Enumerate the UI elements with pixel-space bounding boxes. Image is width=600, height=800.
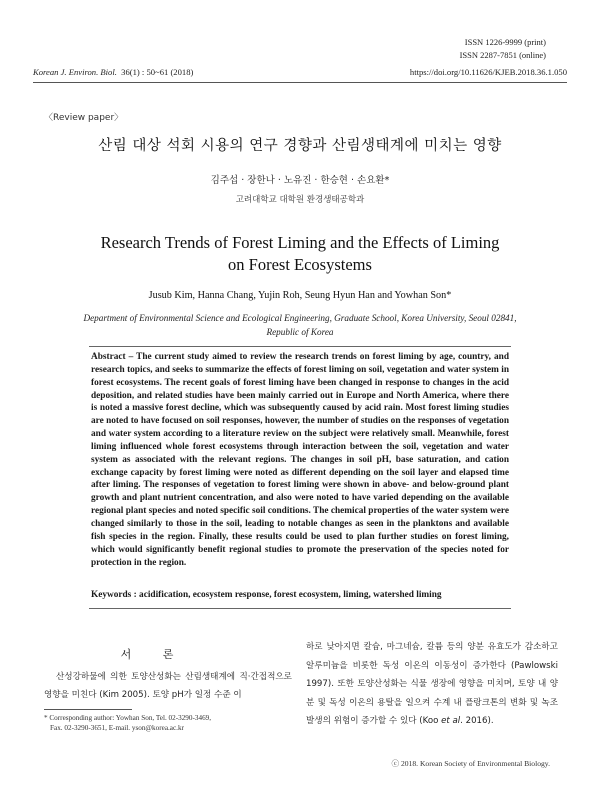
abstract: Abstract – The current study aimed to review the research trends on forest liming by age, country, and research topics, and seeks to summarize the effects of forest liming on soil, vegetation and water system in forest ecosystems. The recent goals of forest liming have been changed in response to changes in the acid deposition, and related studies have been mainly carried out in Europe and North America, where there is noted a massive forest decline, which was subsequently caused by acid rain. Most forest liming studies are noted to have focused on soil responses, however, the number of studies on the responses of vegetation and water system according to a literature review on the subject were relatively small. Meanwhile, forest liming influenced whole forest ecosystems through interaction between the soil, vegetation and water system as associated with the relevant regions. The changes in soil pH, base saturation, and cation exchange capacity by forest liming were noted as different depending on the soil layer and elapsed time after liming. The responses of vegetation to forest liming were shown in above- and below-ground plant growth and plant nutrient concentration, and also were noted to have varied depending on the available regional plant species and noted specific soil conditions. The chemical properties of the water system were changed similarly to those in the soil, leading to notable changes as seen in the planktons and available fish species in the region. Finally, these results could be used to plan further studies on forest liming, which would significantly benefit regional studies to promote the preservation of the species noted for protection in the region.	[91, 352, 509, 568]
abstract-label: Abstract	[91, 352, 126, 362]
intro-paragraph-left: 산성강하물에 의한 토양산성화는 산림생태계에 직·간접적으로 영향을 미친다 (Kim 2005). 토양 pH가 일정 수준 이	[44, 672, 292, 700]
issn-block	[346, 36, 546, 62]
footnote-line-1: * Corresponding author: Yowhan Son, Tel. 02-3290-3469,	[44, 714, 212, 722]
journal-name: Korean J. Environ. Biol.	[33, 67, 117, 77]
issn-online: ISSN 2287-7851 (online)	[459, 50, 546, 60]
footnote-rule	[44, 709, 132, 710]
doi-link[interactable]: https://doi.org/10.11626/KJEB.2018.36.1.050	[409, 67, 567, 77]
intro-right-etal: et al	[441, 716, 461, 727]
korean-affiliation: 고려대학교 대학원 환경생태공학과	[235, 195, 365, 205]
copyright-notice: ⓒ 2018. Korean Society of Environmental Biology.	[391, 759, 550, 768]
volume-pages: 36(1) : 50~61 (2018)	[121, 67, 194, 77]
corresponding-author-footnote	[44, 713, 294, 733]
keywords	[91, 590, 509, 600]
section-heading-introduction: 서 론	[120, 648, 188, 661]
abstract-top-rule	[89, 346, 511, 347]
journal-header	[33, 66, 567, 83]
korean-authors: 김주섭 · 장한나 · 노유진 · 한승현 · 손요환*	[210, 175, 390, 186]
footnote-line-2: Fax. 02-3290-3651, E-mail. yson@korea.ac.kr	[50, 724, 184, 732]
abstract-text: The current study aimed to review the research trends on forest liming by age, country, and research topics, and seeks to summarize the effects of forest liming on soil, vegetation and water system in forest ecosystems. The recent goals of forest liming have been changed in response to changes in the acid deposition, and related studies have been mainly carried out in Europe and North America, where there is noted a massive forest decline, which was subsequently caused by acid rain. Most forest liming studies are noted to have focused on soil responses, however, the number of studies on the responses of vegetation and water system according to a literature review on the subject were relatively small. Meanwhile, forest liming influenced whole forest ecosystems through interaction between the soil, vegetation and water system as associated with the relevant regions. The changes in soil pH, base saturation, and cation exchange capacity by forest liming were noted as different depending on the soil layer and elapsed time after liming. The responses of vegetation to forest liming were shown in above- and below-ground plant growth and plant nutrient concentration, and also were noted to have varied depending on the available regional plant species and noted specific soil conditions. The chemical properties of the water system were changed similarly to those in the soil, leading to notable changes as seen in the planktons and available fish species in the region. Finally, these results could be used to plan further studies on forest liming, which would significantly benefit regional studies to promote the preservation of the species noted for protection in the region.	[91, 352, 509, 568]
keywords-bottom-rule	[89, 608, 511, 609]
english-authors: Jusub Kim, Hanna Chang, Yujin Roh, Seung Hyun Han and Yowhan Son*	[148, 290, 452, 301]
article-type: 〈Review paper〉	[44, 113, 124, 123]
intro-right-text-1: 하로 낮아지면 칼슘, 마그네슘, 칼륨 등의 양분 유효도가 감소하고 알루미늄을 비롯한 독성 이온의 이동성이 증가한다 (Pawlowski 1997). 또한 토양산성화는 식물 생장에 영향을 미치며, 토양 내 양분 및 독성 이온의 용탈을 일으켜 수계 내 플랑크톤의 변화 및 녹조 발생의 위험이 증가할 수 있다 (Koo	[306, 642, 558, 727]
english-title: Research Trends of Forest Liming and the Effects of Liming on Forest Ecosystems	[100, 233, 500, 274]
issn-print: ISSN 1226-9999 (print)	[464, 37, 546, 47]
body-column-right	[306, 638, 558, 731]
english-affiliation: Department of Environmental Science and Ecological Engineering, Graduate School, Korea University, Seoul 02841, Republic of Korea	[83, 313, 517, 337]
korean-title: 산림 대상 석회 시용의 연구 경향과 산림생태계에 미치는 영향	[98, 138, 502, 154]
keywords-label: Keywords :	[91, 590, 137, 600]
intro-right-text-2: . 2016).	[460, 716, 494, 727]
body-column-left	[44, 668, 292, 704]
journal-citation	[33, 67, 193, 77]
intro-paragraph-right	[306, 638, 558, 731]
keywords-text: acidification, ecosystem response, forest ecosystem, liming, watershed liming	[139, 590, 442, 600]
